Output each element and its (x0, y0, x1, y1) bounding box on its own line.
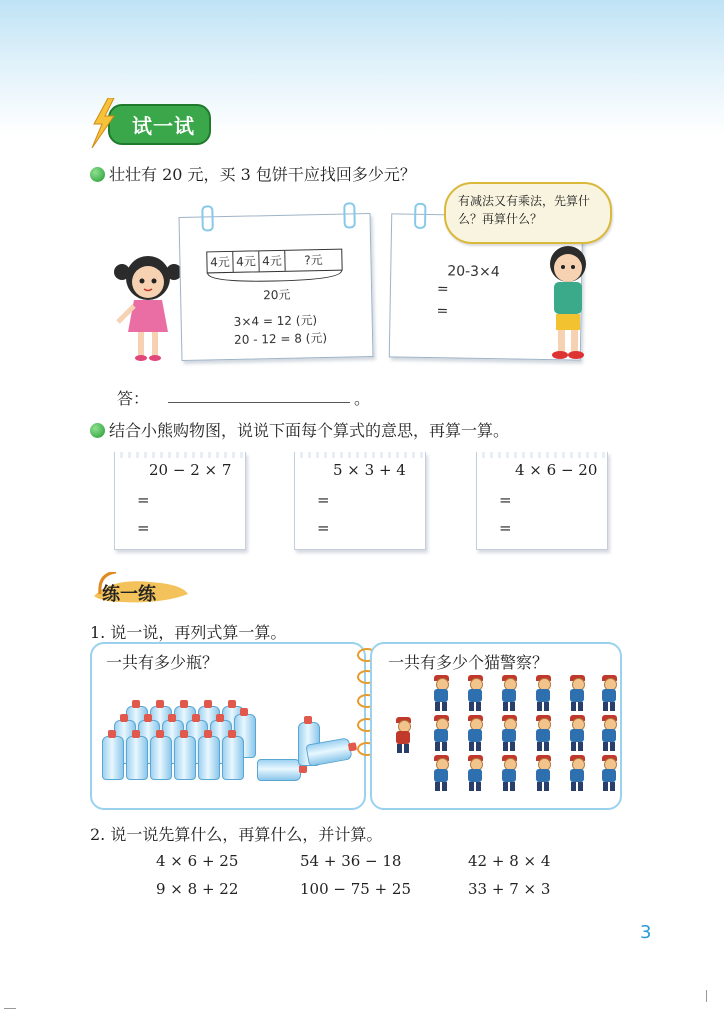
expression-card-1-expr: 20 − 2 × 7 (149, 461, 232, 479)
expr-r2-c1: 9 × 8 + 22 (156, 880, 239, 898)
cat-police-figure (464, 718, 486, 752)
practice-2-title: 2. 说一说先算什么，再算什么，并计算。 (90, 825, 383, 844)
try-section-title: 试一试 (108, 104, 211, 145)
expression-card-3-eq1: = (499, 491, 512, 509)
question-1-text: 壮壮有 20 元，买 3 包饼干应找回多少元？ (109, 165, 416, 184)
cat-police-figure (598, 758, 620, 792)
expr-r2-c3: 33 + 7 × 3 (468, 880, 551, 898)
segment-3: 4元 (259, 251, 285, 272)
try-section-badge (92, 104, 211, 145)
cat-police-figure (566, 678, 588, 712)
cat-police-figure (566, 758, 588, 792)
cat-police-figure (430, 718, 452, 752)
question-2 (90, 418, 509, 441)
cat-police-figure (464, 758, 486, 792)
cat-police-figure (532, 678, 554, 712)
expression-card-1-eq1: = (137, 491, 150, 509)
cat-police-figure (566, 718, 588, 752)
green-bullet-icon (90, 167, 105, 182)
segment-1: 4元 (207, 252, 233, 273)
cat-police-figure (430, 678, 452, 712)
expr-r2-c2: 100 − 75 + 25 (300, 880, 412, 898)
total-label: 20元 (263, 287, 291, 303)
expr-r1-c1: 4 × 6 + 25 (156, 852, 239, 870)
paper-clip-icon (343, 202, 356, 228)
expression-card-1 (114, 452, 246, 550)
segment-4: ?元 (304, 253, 323, 268)
cops-question: 一共有多少个猫警察？ (388, 653, 549, 672)
expression-card-2 (294, 452, 426, 550)
expression-card-3 (476, 452, 608, 550)
question-2-text: 结合小熊购物图，说说下面每个算式的意思，再算一算。 (109, 421, 510, 440)
page-number: 3 (640, 922, 652, 943)
answer-label: 答： (117, 389, 150, 408)
green-bullet-icon (90, 423, 105, 438)
card2-equals-2: = (436, 303, 449, 320)
lightning-icon (88, 98, 118, 148)
expr-r1-c2: 54 + 36 − 18 (300, 852, 402, 870)
expression-card-3-expr: 4 × 6 − 20 (515, 461, 598, 479)
expression-card-1-eq2: = (137, 519, 150, 537)
cat-police-figure (498, 718, 520, 752)
crop-mark (706, 990, 707, 1002)
bottles-panel (90, 642, 366, 810)
expr-r1-c3: 42 + 8 × 4 (468, 852, 551, 870)
cat-police-figure (498, 758, 520, 792)
diagram-card (179, 213, 374, 361)
bottles-question: 一共有多少瓶？ (106, 653, 219, 672)
boy-illustration (538, 244, 598, 362)
segment-2: 4元 (233, 251, 259, 272)
card2-equals-1: = (436, 281, 449, 298)
cat-police-figure (464, 678, 486, 712)
paper-clip-icon (414, 203, 426, 229)
cat-police-figure (598, 718, 620, 752)
practice-section-title: 练一练 (102, 584, 156, 605)
expression-card-2-expr: 5 × 3 + 4 (333, 461, 406, 479)
expression-card-3-eq2: = (499, 519, 512, 537)
expression-card-2-eq2: = (317, 519, 330, 537)
cat-police-figure (392, 720, 414, 754)
cops-panel (370, 642, 622, 810)
cat-police-figure (498, 678, 520, 712)
crop-mark (4, 1008, 16, 1009)
calc-line-2: 20 - 12 = 8 (元) (233, 330, 328, 347)
cat-police-figure (598, 678, 620, 712)
cat-police-figure (532, 718, 554, 752)
paper-clip-icon (201, 205, 214, 231)
total-brace (207, 270, 343, 287)
girl-illustration (108, 250, 188, 370)
answer-input-line[interactable] (168, 402, 350, 403)
cat-police-figure (532, 758, 554, 792)
calc-line-1: 3×4 = 12 (元) (233, 313, 318, 329)
practice-section-badge (92, 576, 156, 605)
expression-card-2-eq1: = (317, 491, 330, 509)
speech-bubble-text: 有减法又有乘法，先算什么？再算什么？ (458, 194, 591, 226)
cat-police-figure (430, 758, 452, 792)
card2-expression: 20-3×4 (447, 263, 500, 281)
question-1 (90, 162, 416, 185)
speech-bubble (444, 182, 612, 244)
practice-1-title: 1. 说一说，再列式算一算。 (90, 623, 287, 642)
answer-end: 。 (354, 389, 371, 408)
